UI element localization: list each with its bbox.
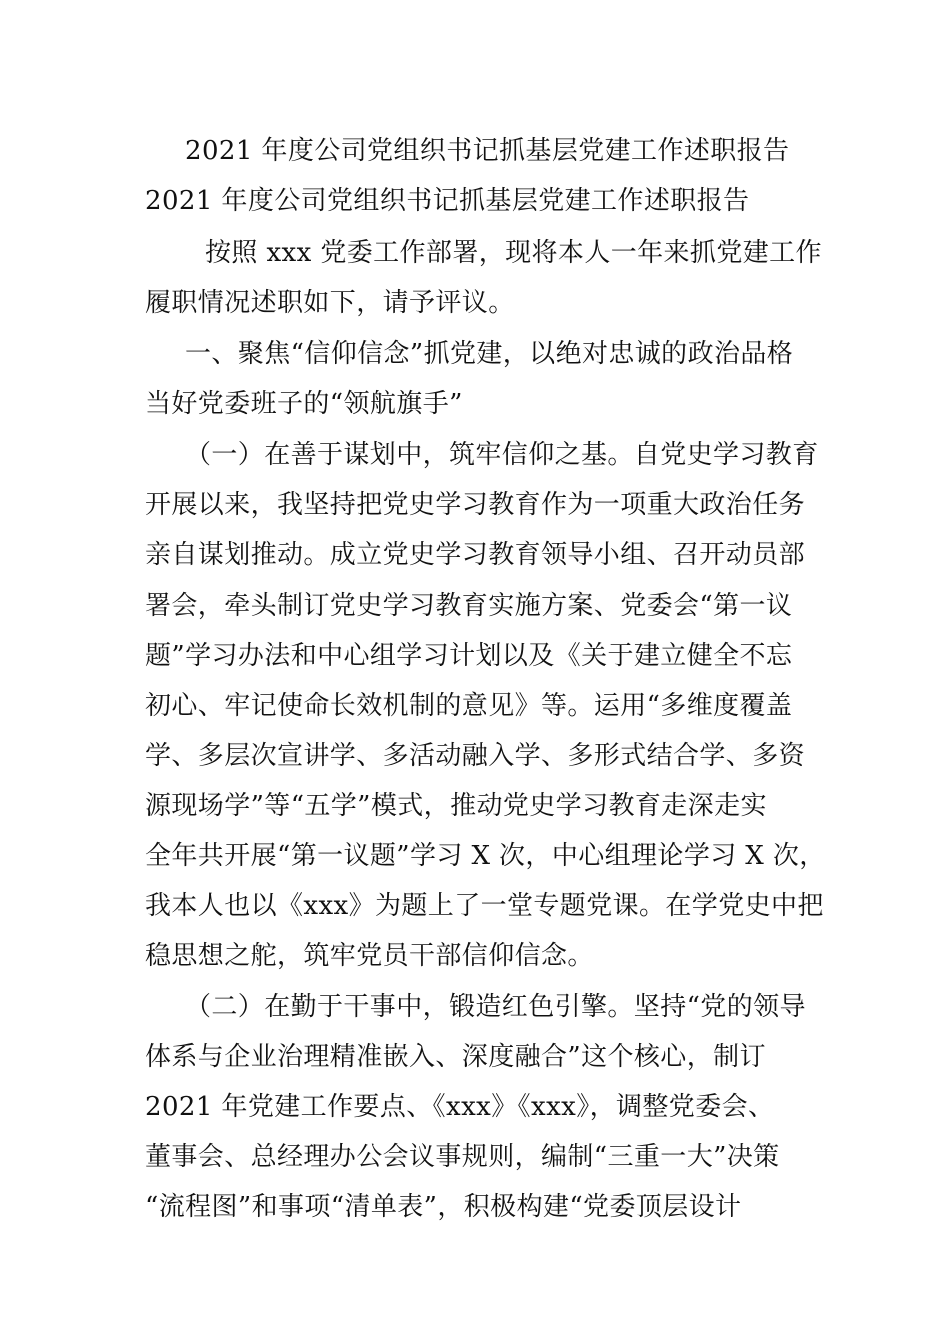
paragraph-line: 全年共开展“第一议题”学习 X 次，中心组理论学习 X 次， [145,841,826,871]
paragraph-line: 体系与企业治理精准嵌入、深度融合”这个核心，制订 [145,1042,766,1072]
document-subtitle: 2021 年度公司党组织书记抓基层党建工作述职报告 [145,186,750,216]
paragraph-line: 2021 年党建工作要点、《xxx》《xxx》，调整党委会、 [145,1092,775,1122]
paragraph-line: 亲自谋划推动。成立党史学习教育领导小组、召开动员部 [145,540,806,570]
paragraph-line: 学、多层次宣讲学、多活动融入学、多形式结合学、多资 [145,741,806,771]
paragraph-line: 初心、牢记使命长效机制的意见》等。运用“多维度覆盖 [145,691,793,721]
paragraph-line: 按照 xxx 党委工作部署，现将本人一年来抓党建工作 [205,238,822,268]
paragraph-line: 董事会、总经理办公会议事规则，编制“三重一大”决策 [145,1142,780,1172]
document-title: 2021 年度公司党组织书记抓基层党建工作述职报告 [185,136,790,166]
paragraph-line: （二）在勤于干事中，锻造红色引擎。坚持“党的领导 [185,992,806,1022]
paragraph-line: 开展以来，我坚持把党史学习教育作为一项重大政治任务 [145,490,806,520]
paragraph-line: 题”学习办法和中心组学习计划以及《关于建立健全不忘 [145,641,793,671]
paragraph-line: 我本人也以《xxx》为题上了一堂专题党课。在学党史中把 [145,891,824,921]
section-heading-line: 一、聚焦“信仰信念”抓党建，以绝对忠诚的政治品格 [185,339,794,369]
paragraph-line: 署会，牵头制订党史学习教育实施方案、党委会“第一议 [145,591,793,621]
paragraph-line: 源现场学”等“五学”模式，推动党史学习教育走深走实 [145,791,767,821]
section-heading-line: 当好党委班子的“领航旗手” [145,389,463,419]
paragraph-line: “流程图”和事项“清单表”，积极构建“党委顶层设计 [145,1192,742,1222]
paragraph-line: （一）在善于谋划中，筑牢信仰之基。自党史学习教育 [185,440,819,470]
paragraph-line: 履职情况述职如下，请予评议。 [145,288,515,318]
paragraph-line: 稳思想之舵，筑牢党员干部信仰信念。 [145,941,594,971]
